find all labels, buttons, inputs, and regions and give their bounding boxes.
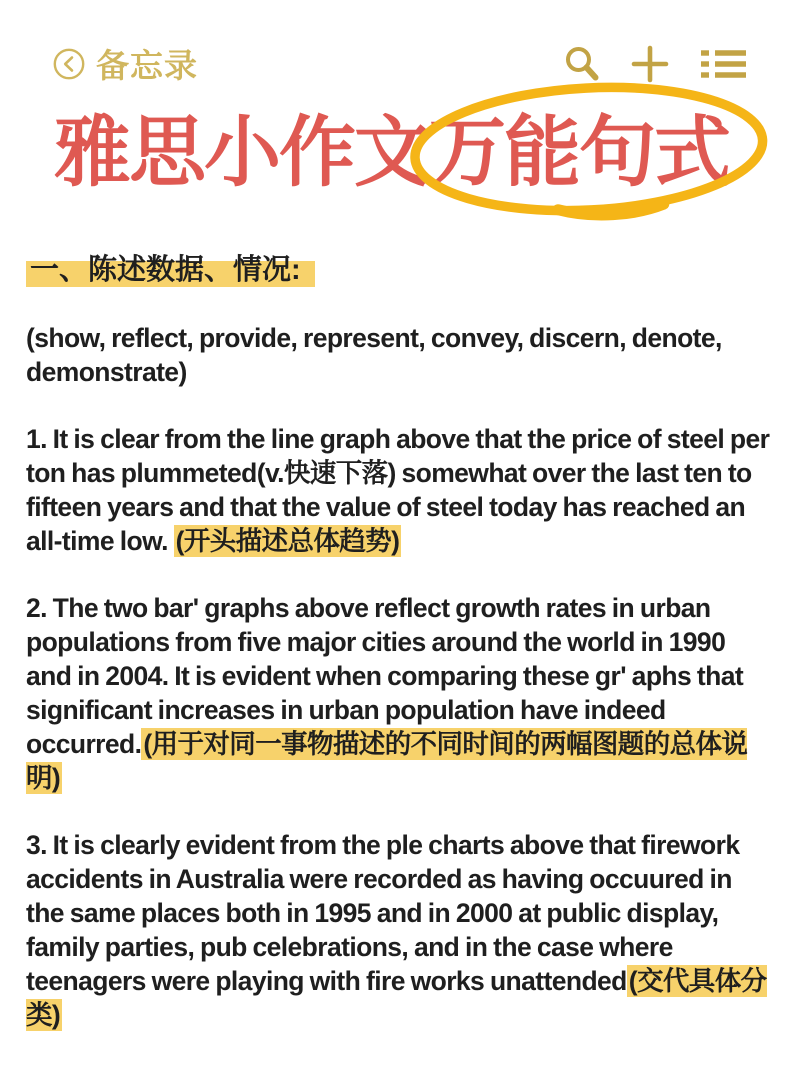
paragraph-text: 2. The two bar' graphs above reflect growth rates in urban populations from five major cities around the world in 1990 and in 2004. It is evident when comparing these gr' aphs that significant increases in urban population have indeed occurred. [26,593,744,759]
paragraph-text: (show, reflect, provide, represent, convey, discern, denote, demonstrate) [26,323,722,387]
note-title [54,103,800,203]
back-label: 备忘录 [96,47,198,84]
search-icon[interactable] [562,44,602,84]
paragraph-verbs [26,321,774,389]
list-icon[interactable] [698,44,748,84]
paragraph-annotation-highlight: (开头描述总体趋势) [175,526,400,556]
paragraph-annotation-highlight: (用于对同一事物描述的不同时间的两幅图题的总体说明) [26,729,748,793]
title-circled-label: 万能句式 [429,110,729,196]
paragraph-1 [26,422,774,558]
top-bar [0,0,800,87]
paragraph-annotation-highlight: (交代具体分类) [26,966,767,1030]
chevron-left-circle-icon [52,47,86,81]
section-heading-highlight: 一、陈述数据、情况: [26,254,315,288]
title-plain-text: 雅思小作文 [54,110,429,196]
title-circled-text [429,103,729,203]
paragraph-text: 3. It is clearly evident from the ple charts above that firework accidents in Australia were recorded as having occuured in the same places both in 1995 and in 2000 at public display, family parties, pub celebrations, and in the case where teenagers were playing with fire works unattended [26,830,740,996]
toolbar-actions [562,44,748,84]
back-button[interactable] [52,40,198,87]
plus-icon[interactable] [630,44,670,84]
note-content[interactable] [0,203,800,1032]
section-heading [26,253,774,287]
paragraph-2 [26,591,774,795]
paragraph-text: 1. It is clear from the line graph above that the price of steel per ton has plummeted(v.快速下落) somewhat over the last ten to fifteen years and that the value of steel today has reached an all-time low. [26,424,770,556]
page-title [54,103,800,203]
paragraph-3 [26,828,774,1032]
